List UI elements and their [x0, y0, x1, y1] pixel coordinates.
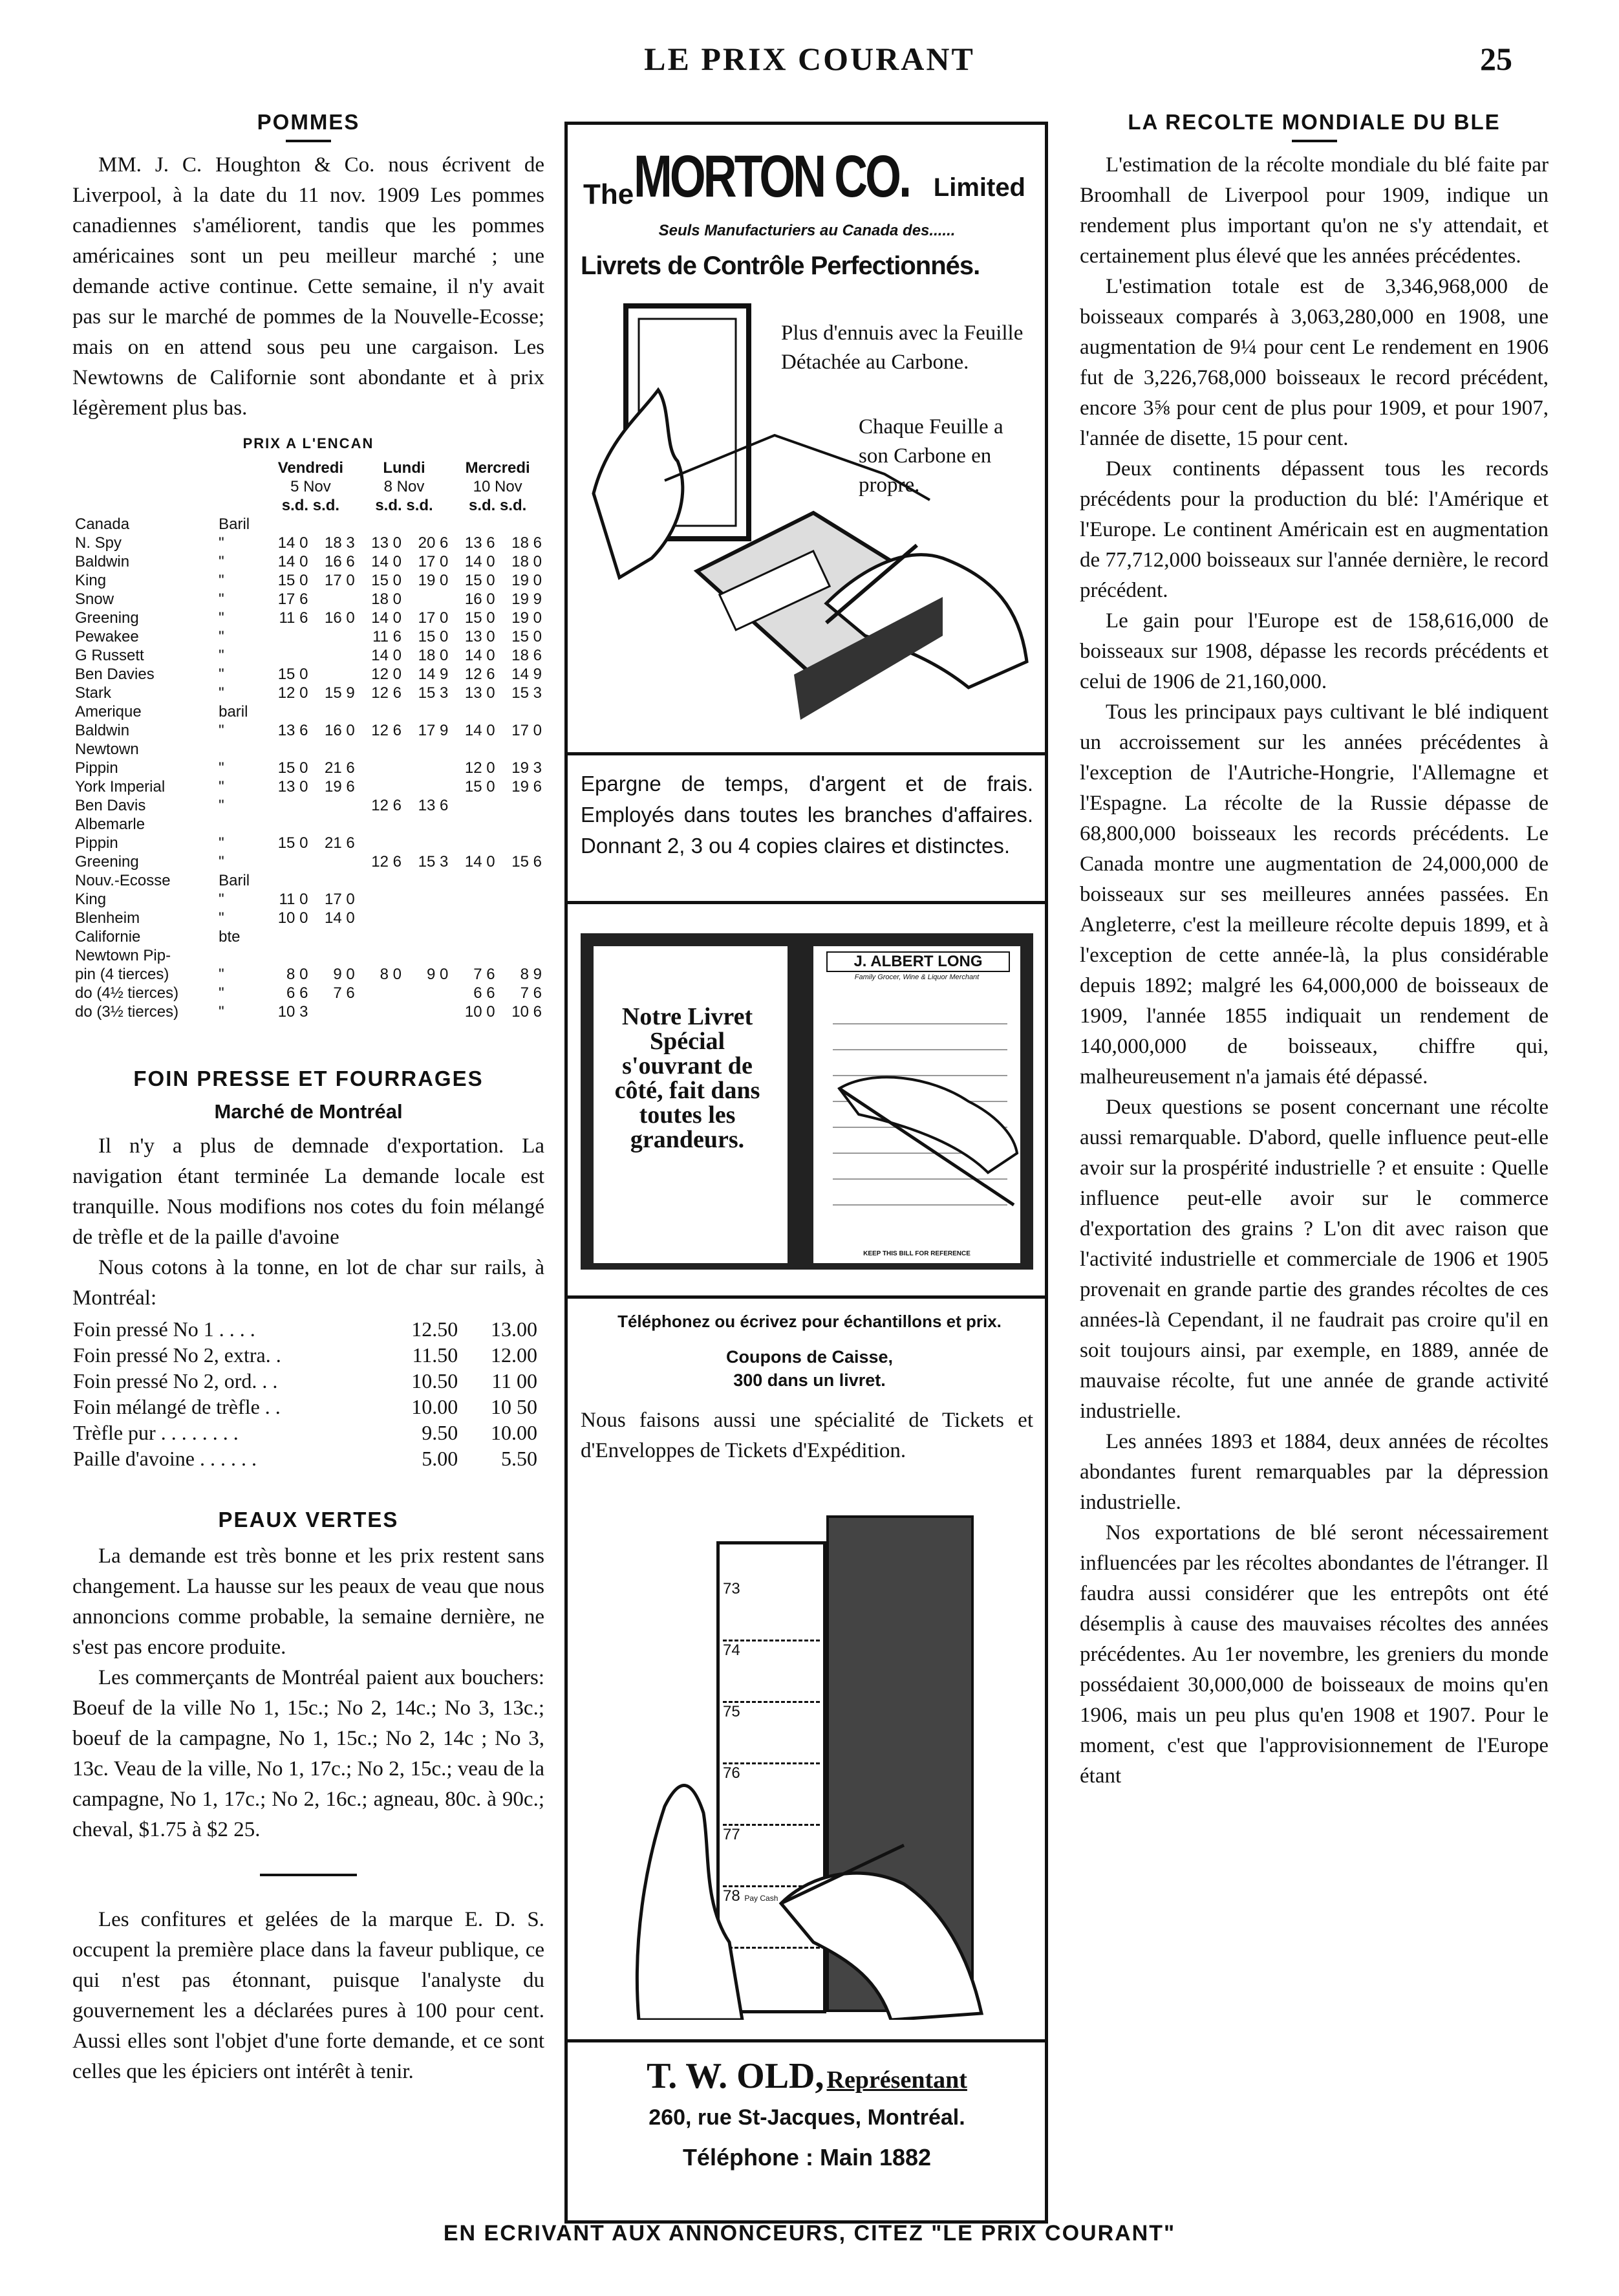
divider	[568, 2039, 1045, 2042]
book-footer: KEEP THIS BILL FOR REFERENCE	[863, 1250, 970, 1257]
price-row: N. Spy " 14 0 18 3 13 0 20 6 13 6 18 6	[75, 534, 542, 552]
article-paragraph: L'estimation totale est de 3,346,968,000 de boisseaux comparés à 3,063,280,000 en 1908, une augmentation de 9¼ pour cent Le rendement en 1906 fut de 3,226,768,000 boisseaux le record précédent, encore 3⅝ pour cent de plus pour 1909, et pour 1907, l'année de disette, 15 pour cent.	[1080, 275, 1549, 450]
notre-livret-text: Notre Livret Spécial s'ouvrant de côté, fait dans toutes les grandeurs.	[614, 1003, 760, 1153]
address-line: 260, rue St-Jacques, Montréal.	[649, 2105, 965, 2130]
divider	[260, 1874, 357, 1876]
price-row: Nouv.-Ecosse Baril	[75, 872, 250, 889]
side-opening-book	[581, 933, 1033, 1276]
phone-line: Téléphone : Main 1882	[682, 2144, 932, 2171]
confitures-text: Les confitures et gelées de la marque E. D. S. occupent la première place dans la faveur publique, ce qui n'est pas étonnant, puisque l'analyste du gouvernement les a déclarées pures à 100 pour cent. Aussi elles sont l'objet d'une forte demande, et ce sont celles que les épiciers ont intérêt à tenir.	[72, 1908, 544, 2083]
price-row: King " 15 0 17 0 15 0 19 0 15 0 19 0	[75, 572, 542, 589]
ticket-stub: 76	[723, 1764, 820, 1826]
prix-encan-heading: PRIX A L'ENCAN	[242, 435, 374, 451]
price-row: Pippin " 15 0 21 6	[75, 834, 355, 852]
price-row: Pewakee " 11 6 15 0 13 0 15 0	[75, 628, 542, 645]
price-row: Greening " 12 6 15 3 14 0 15 6	[75, 853, 542, 871]
foin-price-row: Foin pressé No 2, ord. . . 10.50 11 00	[73, 1369, 537, 1392]
pommes-text: MM. J. C. Houghton & Co. nous écrivent de Liverpool, à la date du 11 nov. 1909 Les pommes canadiennes s'améliorent, tandis que les pommes américaines sont un peu meilleur marché ; une demande active continue. Cette semaine, il n'y avait pas sur le marché de pommes de la Nouvelle-Ecosse; mais on en attend sous peu une cargaison. Les Newtowns de Californie sont abondante et à prix légèrement plus bas.	[72, 153, 544, 420]
price-row: Californie bte	[75, 928, 241, 946]
page-number: 25	[1480, 41, 1512, 77]
page-footer: EN ECRIVANT AUX ANNONCEURS, CITEZ "LE PRIX COURANT"	[443, 2221, 1176, 2246]
recolte-heading: LA RECOLTE MONDIALE DU BLE	[1128, 110, 1501, 134]
ticket-stub: 73	[723, 1580, 820, 1641]
morton-advertisement	[564, 122, 1048, 2224]
epargne-text: Epargne de temps, d'argent et de frais. Employés dans toutes les branches d'affaires. Donnant 2, 3 ou 4 copies claires et distinctes.	[581, 772, 1033, 858]
foin-heading: FOIN PRESSE ET FOURRAGES	[133, 1067, 484, 1090]
article-paragraph: Nos exportations de blé seront nécessairement influencées par les récoltes abondantes de l'étranger. Il faudra aussi considérer que les entrepôts ont été désemplis à cause des mauvaises récoltes des années précédentes. Au 1er novembre, les greniers du monde possédaient 30,000,000 de boisseaux de moins qu'en 1906, mais un peu plus qu'en 1908 et 1907. Pour le moment, c'est que l'approvisionnement de l'Europe étant	[1080, 1521, 1549, 1788]
book-writing-hand	[820, 985, 1020, 1257]
recolte-article	[1080, 150, 1549, 1792]
article-paragraph: Les années 1893 et 1884, deux années de récoltes abondantes furent remarquables par la dépression industrielle.	[1080, 1430, 1549, 1514]
article-paragraph: Tous les principaux pays cultivant le blé indiquent un accroissement sur les années précédentes à l'exception de l'Autriche-Hongrie, l'Allemagne et l'Espagne. La récolte de la Russie dépasse de 68,800,000 boisseaux les records précédents. Le Canada montre une augmentation de 24,000,000 de boisseaux sur ses meilleures années passées. En Angleterre, c'est la meilleure récolte depuis 1899, et à l'exception de cette année-là, la plus considérable depuis 1892; malgré les 64,000,000 de boisseaux de 1909, l'année 1855 indiquait un rendement de 140,000,000 de boisseaux, chiffre qui, malheureusement n'a jamais été dépassé.	[1080, 700, 1549, 1088]
book-subheader: Family Grocer, Wine & Liquor Merchant	[854, 973, 980, 981]
ticket-stub: 75	[723, 1703, 820, 1764]
foin-price-row: Trèfle pur . . . . . . . . 9.50 10.00	[73, 1421, 537, 1444]
price-row: Greening " 11 6 16 0 14 0 17 0 15 0 19 0	[75, 609, 542, 627]
promo-line-1: Plus d'ennuis avec la Feuille Détachée au Carbone.	[781, 321, 1024, 374]
divider	[568, 901, 1045, 904]
ticket-writing-hands	[632, 1709, 994, 2020]
foin-price-row: Paille d'avoine . . . . . . 5.00 5.50	[73, 1447, 537, 1470]
foin-text: Il n'y a plus de demnade d'exportation. La navigation étant terminée La demande locale est tranquille. Nous modifions nos cotes du foin mélangé de trèfle et de la paille d'avoine Nous cotons à la tonne, en lot de char sur rails, à Montréal:	[72, 1134, 544, 1310]
ticket-stub: 74	[723, 1641, 820, 1703]
price-row: pin (4 tierces) " 8 0 9 0 8 0 9 0 7 6 8 9	[75, 966, 542, 983]
price-row: Baldwin " 13 6 16 0 12 6 17 9 14 0 17 0	[75, 722, 542, 739]
ticket-book-illustration	[632, 1515, 994, 2020]
price-row: Stark " 12 0 15 9 12 6 15 3 13 0 15 3	[75, 684, 542, 702]
foin-price-row: Foin mélangé de trèfle . . 10.00 10 50	[73, 1395, 537, 1418]
foin-subheading: Marché de Montréal	[214, 1100, 403, 1123]
article-paragraph: Deux questions se posent concernant une récolte aussi remarquable. D'abord, quelle influence peut-elle avoir sur la prospérité industrielle ? et ensuite : Quelle influence peut-elle avoir sur le commerce d'exportation des grains ? L'on dit avec raison que l'activité industrielle et commerciale de 1906 et 1905 provenait en grande partie des grandes récoltes de ces années-là Cependant, il ne faudrait pas croire qu'il en soit toujours ainsi, par exemple, en 1889, année de mauvaise récolte, fut une année de grande activité industrielle.	[1080, 1096, 1549, 1423]
promo-line-2: Chaque Feuille a son Carbone en propre.	[859, 415, 1003, 497]
foin-price-row: Foin pressé No 2, extra. . 11.50 12.00	[73, 1343, 537, 1367]
price-header-days: Vendredi Lundi Mercredi	[277, 459, 530, 477]
peaux-text: La demande est très bonne et les prix restent sans changement. La hausse sur les peaux de veau que nous annoncions comme probable, la semaine dernière, ne s'est pas encore produite. Les commerçants de Montréal paient aux bouchers: Boeuf de la ville No 1, 15c.; No 2, 14c.; No 3, 13c.; boeuf de la campagne, No 1, 15c.; No 2, 14c ; No 3, 13c. Veau de la ville, No 1, 17c.; No 2, 15c.; veau de la campagne, No 1, 17c.; No 2, 16c.; agneau, 80c. à 90c.; cheval, $1.75 à $2 25.	[72, 1544, 544, 1841]
price-header-dates: 5 Nov 8 Nov 10 Nov	[290, 478, 522, 495]
representative-line: T. W. OLD, Représentant	[647, 2056, 967, 2096]
divider	[286, 140, 331, 142]
divider	[568, 752, 1045, 755]
price-row: King " 11 0 17 0	[75, 891, 355, 908]
price-header-units: s.d. s.d. s.d. s.d. s.d. s.d.	[281, 497, 527, 514]
telephonez-line: Téléphonez ou écrivez pour échantillons et prix.	[617, 1312, 1002, 1331]
divider	[1292, 140, 1337, 142]
ticket-stub: 77	[723, 1826, 820, 1887]
coupons-line-1: Coupons de Caisse,	[725, 1347, 894, 1367]
price-row: Canada Baril	[75, 515, 250, 533]
divider	[568, 1295, 1045, 1299]
coupons-line-2: 300 dans un livret.	[733, 1370, 886, 1390]
peaux-heading: PEAUX VERTES	[218, 1508, 399, 1532]
foin-price-row: Foin pressé No 1 . . . . 12.50 13.00	[73, 1317, 537, 1341]
price-row: Blenheim " 10 0 14 0	[75, 909, 355, 927]
article-paragraph: L'estimation de la récolte mondiale du blé faite par Broomhall de Liverpool pour 1909, indique un rendement plus important qu'on ne s'y attendait, et certainement plus élevé que les années précédentes.	[1080, 153, 1549, 268]
price-row: do (4½ tierces) " 6 6 7 6 6 6 7 6	[75, 984, 542, 1002]
price-row: Amerique baril	[75, 703, 248, 720]
price-row: G Russett " 14 0 18 0 14 0 18 6	[75, 647, 542, 664]
apple-price-table	[72, 459, 544, 1021]
article-paragraph: Deux continents dépassent tous les records précédents pour la production du blé: l'Amérique et l'Europe. Le continent Américain est en augmentation de 77,712,000 boisseaux sur l'année dernière, le record précédent.	[1080, 457, 1549, 602]
left-column	[72, 110, 544, 2087]
ad-headline: Livrets de Contrôle Perfectionnés.	[581, 252, 980, 280]
price-row: Albemarle	[75, 816, 145, 833]
book-header: J. ALBERT LONG	[826, 951, 1010, 972]
article-paragraph: Le gain pour l'Europe est de 158,616,000 de boisseaux sur 1908, dépasse les records précédents et celui de 1906 de 21,160,000.	[1080, 609, 1549, 693]
price-row: do (3½ tierces) " 10 3 10 0 10 6	[75, 1003, 542, 1021]
price-row: York Imperial " 13 0 19 6 15 0 19 6	[75, 778, 542, 796]
right-column	[1080, 110, 1549, 1792]
price-row: Newtown Pip-	[75, 947, 171, 964]
price-row: Ben Davis " 12 6 13 6	[75, 797, 449, 814]
price-row: Baldwin " 14 0 16 6 14 0 17 0 14 0 18 0	[75, 553, 542, 570]
specialite-text: Nous faisons aussi une spécialité de Tickets et d'Enveloppes de Tickets d'Expédition.	[581, 1409, 1033, 1462]
price-row: Pippin " 15 0 21 6 12 0 19 3	[75, 759, 542, 777]
ticket-stub: 78 Pay Cash	[723, 1887, 820, 1949]
brand-logo: TheMORTON CO. Limited	[583, 144, 1025, 210]
price-row: Snow " 17 6 18 0 16 0 19 9	[75, 590, 542, 608]
price-row: Ben Davies " 15 0 12 0 14 9 12 6 14 9	[75, 666, 542, 683]
pommes-heading: POMMES	[257, 110, 360, 134]
makers-line: Seuls Manufacturiers au Canada des......	[658, 222, 956, 239]
price-row: Newtown	[75, 741, 139, 758]
foin-price-table	[72, 1316, 538, 1471]
page-header-title: LE PRIX COURANT	[644, 41, 975, 77]
